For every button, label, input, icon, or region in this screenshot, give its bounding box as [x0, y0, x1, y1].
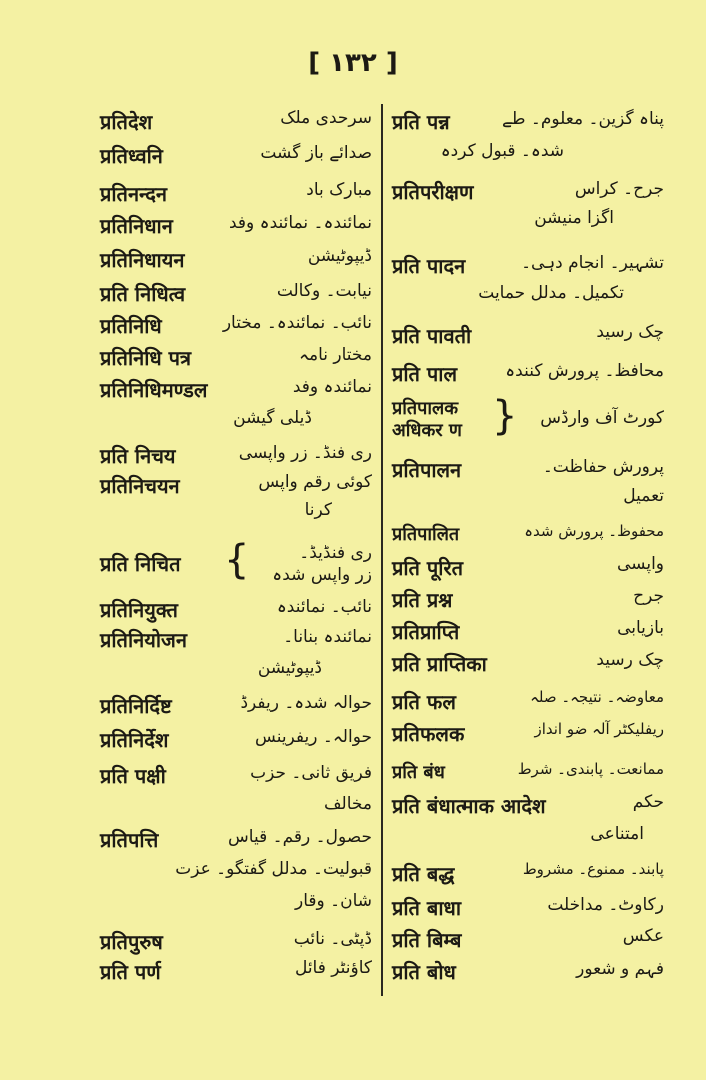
entry [392, 106, 664, 161]
meaning: مبارک باد [306, 180, 372, 200]
headword: प्रति पन्न [392, 110, 450, 134]
meaning-continuation: تکمیل۔ مدلل حمایت [478, 283, 624, 303]
meaning: ریفلیکٹر آلہ ضو انداز [534, 720, 664, 738]
entry [392, 956, 664, 996]
headword: प्रति बंध [392, 762, 445, 783]
brace-icon: { [224, 537, 250, 583]
entry [100, 470, 372, 520]
meaning: معاوضہ۔ نتیجہ۔ صلہ [530, 688, 664, 706]
meaning-continuation: امتناعی [590, 824, 644, 844]
headword: प्रतिपुरुष [100, 930, 163, 954]
entry [100, 956, 372, 996]
headword: प्रतिनिर्देश [100, 728, 169, 752]
headword: प्रति पक्षी [100, 764, 166, 788]
headword: प्रतिपरीक्षण [392, 180, 474, 204]
entry [392, 718, 664, 758]
meaning-continuation: شان۔ وقار [295, 891, 372, 911]
entry [392, 320, 664, 360]
headword: प्रतिनिधिमण्डल [100, 378, 208, 402]
entry [392, 358, 664, 398]
headword: प्रति निधित्व [100, 282, 186, 306]
meaning-continuation: شدہ۔ قبول کردہ [440, 141, 564, 161]
entry [392, 176, 664, 228]
meaning: عکس [622, 926, 664, 946]
meaning: محفوظ۔ پرورش شدہ [524, 522, 664, 540]
entry [100, 374, 372, 428]
meaning: چک رسید [596, 650, 664, 670]
entry [100, 856, 372, 911]
meaning: نمائندہ بنانا۔ [283, 627, 372, 647]
headword: प्रति पाल [392, 362, 458, 386]
meaning: ڈیپوٹیشن [307, 246, 372, 266]
meaning: قبولیت۔ مدلل گفتگو۔ عزت [175, 859, 372, 879]
headword: प्रतिनिधायन [100, 248, 185, 272]
entry [100, 537, 372, 585]
meaning: کاؤنٹر فائل [294, 958, 372, 978]
headword: प्रति पादन [392, 254, 466, 278]
meaning: ڈپٹی۔ نائب [293, 929, 372, 949]
meaning-continuation: زر واپس شدہ [272, 565, 372, 585]
meaning: بازیابی [617, 618, 664, 638]
meaning: مختار نامہ [299, 345, 372, 365]
headword: प्रतिदेश [100, 110, 153, 134]
meaning: چک رسید [596, 322, 664, 342]
meaning: پابند۔ ممنوع۔ مشروط [522, 860, 664, 878]
meaning-continuation: مخالف [323, 794, 372, 814]
headword: प्रति प्रश्न [392, 588, 453, 612]
meaning: ری فنڈیڈ۔ [299, 543, 372, 563]
headword: प्रतिनियुक्त [100, 598, 178, 622]
headword: प्रति फल [392, 690, 456, 714]
entry [392, 454, 664, 506]
headword: प्रति पावती [392, 324, 472, 348]
meaning: جرح۔ کراس [574, 179, 664, 199]
headword: प्रतिफलक [392, 722, 465, 746]
meaning: حوالہ شدہ۔ ریفرڈ [240, 693, 372, 713]
headword: प्रति बिम्ब [392, 928, 462, 952]
headword: प्रति निचय [100, 444, 176, 468]
entry [392, 394, 664, 446]
headword: प्रतिनिधि पत्र [100, 346, 192, 370]
meaning: فہم و شعور [576, 959, 664, 979]
entry [100, 624, 372, 678]
meaning: کوئی رقم واپس [258, 472, 372, 492]
page-number: [ ۱۳۲ ] [308, 48, 398, 78]
meaning: تشہیر۔ انجام دہی۔ [521, 253, 664, 273]
column-divider [381, 104, 383, 996]
meaning: پرورش حفاظت۔ [542, 457, 664, 477]
headword: प्रतिनिधि [100, 314, 162, 338]
headword: प्रतिप्राप्ति [392, 620, 460, 644]
meaning-continuation: ڈیپوٹیشن [257, 658, 322, 678]
meaning: محافظ۔ پرورش کنندہ [505, 361, 664, 381]
headword: प्रति पर्ण [100, 960, 161, 984]
meaning: فریق ثانی۔ حزب [250, 763, 372, 783]
meaning: حصول۔ رقم۔ قیاس [228, 827, 372, 847]
meaning: نائب۔ نمائندہ۔ مختار [222, 313, 372, 333]
meaning-continuation: ڈیلی گیشن [233, 408, 312, 428]
entry [392, 648, 664, 688]
meaning-continuation: اگزا منیشن [534, 208, 614, 228]
headword: प्रति निचित [100, 552, 181, 576]
brace-icon: } [492, 393, 518, 439]
meaning: نمائندہ۔ نمائندہ وفد [229, 213, 372, 233]
meaning: نمائندہ وفد [292, 377, 372, 397]
meaning: سرحدی ملک [280, 108, 372, 128]
headword: प्रति बोध [392, 960, 456, 984]
meaning: ممانعت۔ پابندی۔ شرط [517, 760, 664, 778]
meaning-continuation: تعمیل [623, 486, 664, 506]
headword: प्रतिनिचयन [100, 474, 180, 498]
headword: प्रति बंधात्माक आदेश [392, 794, 546, 818]
headword: प्रतिध्वनि [100, 144, 163, 168]
meaning: حکم [632, 792, 664, 812]
entry [100, 724, 372, 764]
meaning: ری فنڈ۔ زر واپسی [238, 443, 372, 463]
headword: प्रतिपत्ति [100, 828, 159, 852]
entry [392, 790, 664, 844]
headword: प्रति बद्ध [392, 862, 455, 886]
meaning: نائب۔ نمائندہ [276, 597, 372, 617]
headword: प्रतिपालित [392, 524, 460, 545]
meaning: واپسی [617, 554, 664, 574]
headword: प्रतिनियोजन [100, 628, 187, 652]
headword: प्रतिनिधान [100, 214, 173, 238]
headword: प्रतिनन्दन [100, 182, 167, 206]
meaning: رکاوٹ۔ مداخلت [547, 895, 664, 915]
headword: प्रति पूरित [392, 556, 464, 580]
headword-second-line: अधिकर ण [392, 420, 462, 441]
meaning: کورٹ آف وارڈس [540, 408, 664, 428]
entry [100, 140, 372, 180]
meaning-continuation: کرنا [304, 500, 332, 520]
meaning: جرح [633, 586, 664, 606]
headword: प्रतिपालक [392, 398, 459, 419]
entry [392, 250, 664, 303]
meaning: حوالہ۔ ریفرینس [255, 727, 372, 747]
headword: प्रति प्राप्तिका [392, 652, 487, 676]
meaning: پناہ گزین۔ معلوم۔ طے [501, 109, 664, 129]
headword: प्रतिनिर्दिष्ट [100, 694, 172, 718]
entry [100, 760, 372, 814]
meaning: نیابت۔ وکالت [276, 281, 372, 301]
headword: प्रतिपालन [392, 458, 462, 482]
meaning: صدائے باز گشت [260, 143, 372, 163]
headword: प्रति बाधा [392, 896, 462, 920]
